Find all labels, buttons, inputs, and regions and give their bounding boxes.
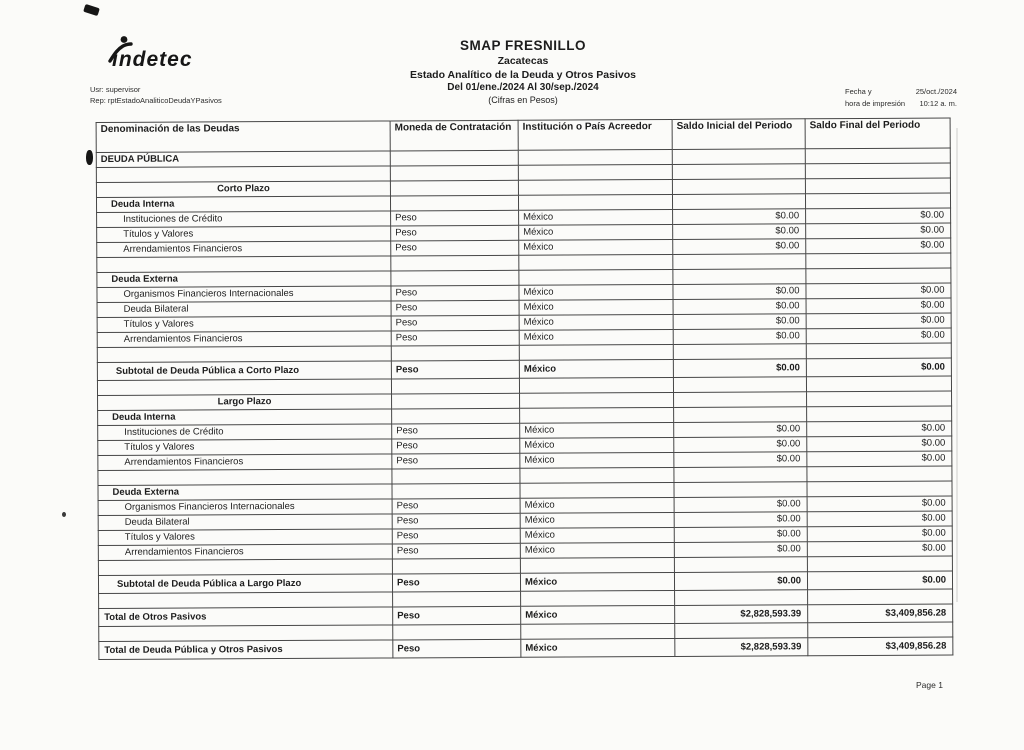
- cell-pais: [521, 623, 675, 639]
- cell-pais: México: [521, 638, 675, 657]
- cell-moneda: [390, 150, 518, 166]
- cell-saldo-final: $0.00: [807, 451, 952, 467]
- cell-saldo-inicial: $2,828,593.39: [675, 605, 808, 624]
- col-header-saldo-final: Saldo Final del Periodo: [805, 118, 950, 149]
- cell-moneda: Peso: [391, 360, 519, 379]
- cell-saldo-inicial: $2,828,593.39: [675, 638, 808, 657]
- row-label: Títulos y Valores: [97, 316, 391, 333]
- cell-moneda: [391, 255, 519, 271]
- cell-saldo-final: $0.00: [806, 358, 951, 377]
- cell-pais: México: [519, 239, 673, 255]
- logo-text: indetec: [112, 48, 193, 71]
- cell-moneda: [392, 468, 520, 484]
- cell-pais: México: [520, 572, 674, 591]
- row-label: Total de Otros Pasivos: [99, 607, 393, 627]
- cell-saldo-inicial: $0.00: [674, 422, 807, 438]
- cell-moneda: [390, 165, 518, 181]
- cell-saldo-final: [807, 556, 952, 572]
- cell-saldo-final: $0.00: [806, 328, 951, 344]
- cell-saldo-inicial: [675, 623, 808, 639]
- cell-saldo-final: $0.00: [807, 421, 952, 437]
- cell-saldo-final: [807, 466, 952, 482]
- cell-saldo-final: [808, 589, 953, 605]
- col-header-institucion: Institución o País Acreedor: [518, 119, 672, 150]
- cell-pais: México: [520, 497, 674, 513]
- cell-saldo-final: $0.00: [806, 313, 951, 329]
- cell-saldo-final: $0.00: [807, 526, 952, 542]
- cell-saldo-inicial: [674, 557, 807, 573]
- cell-saldo-inicial: [673, 377, 806, 393]
- date-value: 25/oct./2024: [915, 87, 957, 96]
- row-label: Títulos y Valores: [98, 439, 392, 456]
- cell-saldo-inicial: $0.00: [673, 299, 806, 315]
- cell-moneda: [393, 624, 521, 640]
- cell-saldo-final: $0.00: [806, 238, 951, 254]
- cell-pais: [521, 590, 675, 606]
- row-label: Corto Plazo: [96, 181, 390, 198]
- row-label: [98, 559, 392, 576]
- cell-saldo-final: $0.00: [806, 223, 951, 239]
- cell-saldo-final: [806, 376, 951, 392]
- cell-moneda: Peso: [392, 528, 520, 544]
- cell-moneda: Peso: [392, 498, 520, 514]
- cell-moneda: Peso: [392, 438, 520, 454]
- cell-saldo-inicial: $0.00: [673, 314, 806, 330]
- cell-saldo-inicial: [672, 164, 805, 180]
- row-label: Arrendamientos Financieros: [98, 454, 392, 471]
- cell-pais: [520, 467, 674, 483]
- cell-saldo-final: $3,409,856.28: [808, 604, 953, 623]
- row-label: Total de Deuda Pública y Otros Pasivos: [99, 640, 393, 660]
- row-label: Organismos Financieros Internacionales: [97, 286, 391, 303]
- cell-saldo-final: $0.00: [807, 496, 952, 512]
- row-label: Deuda Externa: [97, 271, 391, 288]
- cell-saldo-inicial: [673, 344, 806, 360]
- row-label: Deuda Bilateral: [98, 514, 392, 531]
- row-label: Subtotal de Deuda Pública a Largo Plazo: [98, 574, 392, 594]
- cell-moneda: [392, 483, 520, 499]
- cell-saldo-final: [805, 178, 950, 194]
- row-label: Subtotal de Deuda Pública a Corto Plazo: [97, 361, 391, 381]
- cell-pais: México: [520, 422, 674, 438]
- cell-saldo-inicial: $0.00: [674, 572, 807, 591]
- scan-artifact: [86, 150, 93, 165]
- cell-saldo-inicial: $0.00: [674, 497, 807, 513]
- scan-edge-shadow: [956, 128, 958, 602]
- row-label: Títulos y Valores: [97, 226, 391, 243]
- cell-moneda: Peso: [392, 543, 520, 559]
- row-label: Largo Plazo: [98, 394, 392, 411]
- cell-saldo-final: $0.00: [807, 511, 952, 527]
- cell-pais: México: [519, 299, 673, 315]
- cell-pais: [519, 254, 673, 270]
- cell-moneda: [390, 195, 518, 211]
- cell-saldo-inicial: [675, 590, 808, 606]
- cell-saldo-inicial: $0.00: [673, 329, 806, 345]
- cell-saldo-final: [805, 148, 950, 164]
- row-label: Títulos y Valores: [98, 529, 392, 546]
- cell-saldo-final: [806, 343, 951, 359]
- row-label: Instituciones de Crédito: [98, 424, 392, 441]
- cell-saldo-final: [806, 253, 951, 269]
- cell-pais: [520, 557, 674, 573]
- cell-moneda: Peso: [392, 453, 520, 469]
- col-header-moneda: Moneda de Contratación: [390, 120, 518, 151]
- cell-pais: [518, 164, 672, 180]
- table-body: [96, 148, 953, 659]
- cell-pais: México: [519, 329, 673, 345]
- cell-moneda: Peso: [392, 423, 520, 439]
- col-header-denominacion: Denominación de las Deudas: [96, 121, 390, 153]
- cell-moneda: [391, 378, 519, 394]
- date-label: Fecha y: [845, 87, 872, 96]
- cell-pais: México: [521, 605, 675, 624]
- cell-saldo-inicial: [674, 407, 807, 423]
- row-label: Deuda Externa: [98, 484, 392, 501]
- state-name: Zacatecas: [497, 55, 549, 67]
- time-value: 10:12 a. m.: [919, 99, 957, 108]
- cell-pais: [518, 194, 672, 210]
- cell-moneda: Peso: [393, 639, 521, 658]
- row-label: Arrendamientos Financieros: [97, 331, 391, 348]
- cell-saldo-inicial: [674, 467, 807, 483]
- cell-moneda: [392, 408, 520, 424]
- cell-moneda: [390, 180, 518, 196]
- cell-saldo-final: [805, 163, 950, 179]
- cell-pais: [519, 377, 673, 393]
- table-header-row: [96, 118, 950, 152]
- row-label: [96, 166, 390, 183]
- cell-saldo-final: $0.00: [807, 571, 952, 590]
- cell-pais: [518, 179, 672, 195]
- cell-moneda: Peso: [392, 513, 520, 529]
- page-number: Page 1: [916, 680, 943, 690]
- cell-saldo-inicial: $0.00: [673, 239, 806, 255]
- cell-pais: México: [520, 527, 674, 543]
- cell-pais: [519, 344, 673, 360]
- report-period: Del 01/ene./2024 Al 30/sep./2024: [447, 82, 599, 93]
- cell-moneda: [392, 558, 520, 574]
- cell-pais: [518, 149, 672, 165]
- report-line: Rep: rptEstadoAnaliticoDeudaYPasivos: [90, 96, 222, 105]
- cell-moneda: Peso: [391, 285, 519, 301]
- cell-pais: [520, 482, 674, 498]
- cell-pais: México: [519, 359, 673, 378]
- cell-pais: México: [519, 284, 673, 300]
- entity-title: SMAP FRESNILLO: [459, 38, 586, 53]
- cell-pais: [519, 269, 673, 285]
- cell-moneda: [391, 345, 519, 361]
- dancer-figure-icon: [108, 35, 134, 63]
- cell-pais: México: [519, 209, 673, 225]
- cell-moneda: Peso: [392, 573, 520, 592]
- row-label: Arrendamientos Financieros: [97, 241, 391, 258]
- cell-moneda: Peso: [391, 330, 519, 346]
- cell-saldo-final: $0.00: [806, 208, 951, 224]
- row-label: Instituciones de Crédito: [97, 211, 391, 228]
- cell-moneda: Peso: [391, 225, 519, 241]
- cell-saldo-final: $0.00: [807, 436, 952, 452]
- cell-saldo-inicial: [672, 149, 805, 165]
- print-meta-left: [90, 84, 222, 106]
- cell-saldo-inicial: $0.00: [673, 209, 806, 225]
- row-label: Arrendamientos Financieros: [98, 544, 392, 561]
- cell-moneda: Peso: [391, 315, 519, 331]
- cell-pais: México: [519, 224, 673, 240]
- row-label: Organismos Financieros Internacionales: [98, 499, 392, 516]
- cell-moneda: Peso: [391, 300, 519, 316]
- row-label: [98, 469, 392, 486]
- cell-saldo-inicial: [674, 482, 807, 498]
- cell-pais: México: [520, 452, 674, 468]
- cell-saldo-final: [805, 193, 950, 209]
- cell-saldo-final: [806, 268, 951, 284]
- print-meta-right: [845, 86, 957, 110]
- cell-saldo-inicial: $0.00: [673, 224, 806, 240]
- cell-moneda: [393, 591, 521, 607]
- cell-pais: [520, 407, 674, 423]
- cell-pais: México: [519, 314, 673, 330]
- indetec-logo: [112, 48, 193, 82]
- cell-saldo-inicial: $0.00: [673, 284, 806, 300]
- table-row-total: [99, 637, 953, 659]
- cell-saldo-final: [807, 406, 952, 422]
- cell-saldo-final: $0.00: [806, 283, 951, 299]
- cell-pais: México: [520, 512, 674, 528]
- col-header-saldo-inicial: Saldo Inicial del Periodo: [672, 119, 805, 150]
- cell-saldo-inicial: [672, 179, 805, 195]
- cell-saldo-inicial: $0.00: [673, 359, 806, 378]
- user-line: Usr: supervisor: [90, 85, 141, 94]
- report-header: [273, 38, 773, 105]
- cell-moneda: Peso: [391, 210, 519, 226]
- cell-saldo-inicial: [673, 254, 806, 270]
- cell-saldo-inicial: [672, 194, 805, 210]
- row-label: [97, 379, 391, 396]
- cell-saldo-inicial: $0.00: [674, 437, 807, 453]
- cell-saldo-inicial: [673, 269, 806, 285]
- report-title: Estado Analítico de la Deuda y Otros Pasivos: [409, 69, 636, 81]
- row-label: [99, 625, 393, 642]
- row-label: [97, 346, 391, 363]
- debt-report-table: [96, 118, 954, 660]
- cell-pais: México: [520, 437, 674, 453]
- cell-saldo-final: $0.00: [806, 298, 951, 314]
- time-label: hora de impresión: [845, 99, 906, 108]
- cell-saldo-final: [808, 622, 953, 638]
- cell-saldo-final: $3,409,856.28: [808, 637, 953, 656]
- row-label: Deuda Bilateral: [97, 301, 391, 318]
- cell-saldo-final: $0.00: [807, 541, 952, 557]
- cell-saldo-inicial: $0.00: [674, 512, 807, 528]
- cell-moneda: [391, 270, 519, 286]
- cell-saldo-final: [807, 481, 952, 497]
- cell-pais: México: [520, 542, 674, 558]
- row-label: [97, 256, 391, 273]
- row-label: Deuda Interna: [98, 409, 392, 426]
- row-label: Deuda Interna: [96, 196, 390, 213]
- cell-moneda: [392, 393, 520, 409]
- row-label: [99, 592, 393, 609]
- row-label: DEUDA PÚBLICA: [96, 151, 390, 168]
- cell-saldo-inicial: $0.00: [674, 542, 807, 558]
- cell-saldo-final: [807, 391, 952, 407]
- cell-moneda: Peso: [391, 240, 519, 256]
- cell-pais: [520, 392, 674, 408]
- cell-moneda: Peso: [393, 606, 521, 625]
- scan-artifact: [62, 512, 66, 517]
- scan-artifact: [83, 4, 100, 16]
- cell-saldo-inicial: $0.00: [674, 527, 807, 543]
- units-note: (Cifras en Pesos): [488, 95, 558, 105]
- cell-saldo-inicial: [674, 392, 807, 408]
- cell-saldo-inicial: $0.00: [674, 452, 807, 468]
